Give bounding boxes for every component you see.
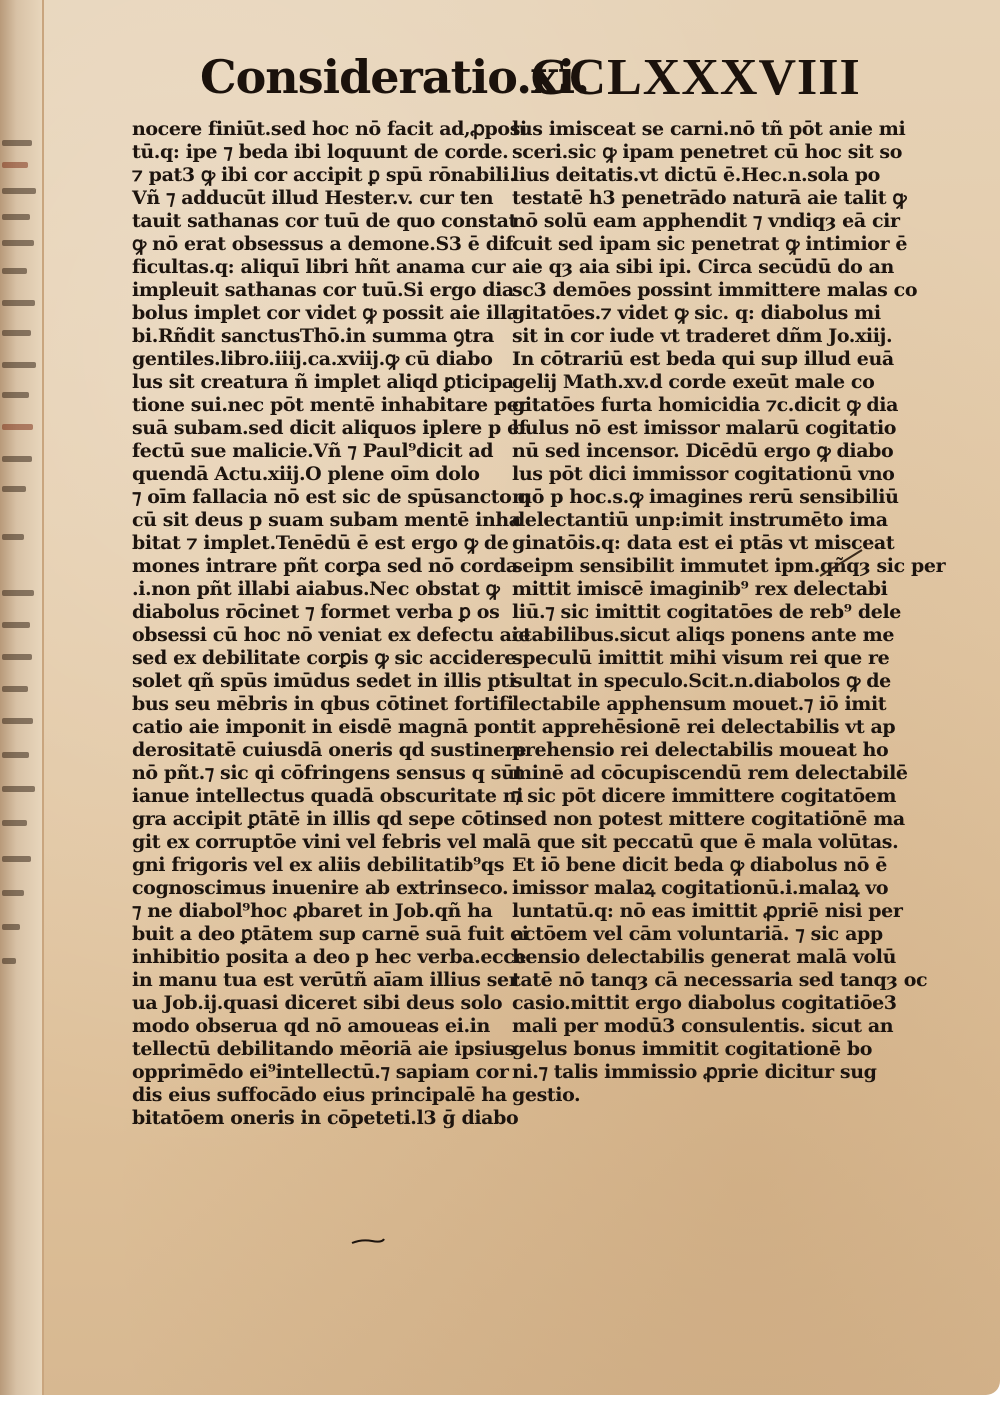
text-line: gestio. [512,1084,581,1106]
text-line: nocere finiūt.sed hoc nō facit ad,ꝓposi [132,118,527,140]
text-line: luntatū.q: nō eas imittit ꝓpriē nisi per [512,900,903,922]
text-line: mō p hoc.s.ꝙ imagines rerū sensibiliū [512,486,899,508]
text-line: .i.non pñt illabi aiabus.Nec obstat ꝙ [132,578,500,600]
text-line: lius deitatis.vt dictū ē.Hec.n.sola po [512,164,880,186]
text-line: gelus bonus immitit cogitationē bo [512,1038,873,1060]
folio-number: CCLXXXVIII [530,49,861,106]
text-line: nū sed incensor. Dicēdū ergo ꝙ diabo [512,440,894,462]
text-line: fectū sue malicie.Vñ ⁊ Paul⁹dicit ad [132,440,494,462]
text-line: gra accipit ꝑtātē in illis qd sepe cōtin [132,808,514,830]
text-line: ni.⁊ talis immissio ꝓprie dicitur sug [512,1061,877,1083]
ink-bleed [2,654,32,660]
text-line: bi.Rñdit sanctusThō.in summa ꝯtra [132,325,494,347]
text-line: cognoscimus inuenire ab extrinseco. [132,877,509,899]
text-line: lus pōt dici immissor cogitationū vno [512,463,895,485]
text-line: bulus nō est imissor malarū cogitatio [512,417,897,439]
text-line: nō pñt.⁊ sic qi cōfringens sensus q sūt [132,762,523,784]
ink-bleed [2,752,29,758]
catchword-mark [352,1238,384,1244]
text-line: lā que sit peccatū que ē mala volūtas. [512,831,899,853]
text-line: derositatē cuiusdā oneris qd sustinere [132,739,527,761]
text-column-right [512,118,946,1107]
ink-bleed [2,268,27,274]
text-line: tellectū debilitando mēoriā aie ipsius [132,1038,515,1060]
text-line: tauit sathanas cor tuū de quo constat [132,210,517,232]
ink-bleed [2,856,31,862]
text-line: casio.mittit ergo diabolus cogitatiōe3 [512,992,897,1014]
ink-bleed [2,330,31,336]
ink-bleed [2,590,34,596]
text-line: Vñ ⁊ adducūt illud Hester.v. cur ten [132,187,494,209]
text-line: ginatōis.q: data est ei ptās vt misceat [512,532,895,554]
text-line: ⁊ oīm fallacia nō est sic de spūsancto q [132,486,531,508]
text-line: ⁊ sic pōt dicere immittere cogitatōem [512,785,897,807]
text-line: sed non potest mittere cogitatiōnē ma [512,808,905,830]
text-line: dis eius suffocādo eius principalē ha [132,1084,507,1106]
text-line: buit a deo ꝑtātem sup carnē suā fuit ei [132,923,529,945]
marginal-mark [818,548,864,578]
text-line: sed ex debilitate corꝑis ꝙ sic accidere [132,647,516,669]
text-line: In cōtrariū est beda qui sup illud euā [512,348,894,370]
ink-bleed [2,890,24,896]
ink-bleed [2,820,27,826]
text-line: inhibitio posita a deo p hec verba.ecce [132,946,527,968]
ink-bleed [2,718,33,724]
text-column-left [132,118,531,1130]
ink-bleed [2,534,24,540]
ink-bleed [2,240,34,246]
text-line: Et iō bene dicit beda ꝙ diabolus nō ē [512,854,887,876]
ink-bleed [2,362,36,368]
ink-bleed [2,924,20,930]
ink-bleed [2,162,28,168]
text-line: tit apprehēsionē rei delectabilis vt ap [512,716,896,738]
text-line: ficultas.q: aliquī libri hñt anama cur [132,256,506,278]
text-line: mali per modū3 consulentis. sicut an [512,1015,894,1037]
text-line: nō solū eam apphendit ⁊ vndiqȝ eā cir [512,210,900,232]
text-line: suā subam.sed dicit aliquos iplere p ef [132,417,527,439]
text-line: minē ad cōcupiscendū rem delectabilē [512,762,908,784]
text-line: solet qñ spūs imūdus sedet in illis pti [132,670,516,692]
ink-bleed [2,214,30,220]
text-line: diabolus rōcinet ⁊ formet verba ꝑ os [132,601,500,623]
text-line: sit in cor iude vt traderet dñm Jo.xiij. [512,325,893,347]
ink-bleed [2,958,16,964]
text-line: aie qȝ aia sibi ipi. Circa secūdū do an [512,256,894,278]
text-line: lus sit creatura ñ implet aliqd ꝑticipa [132,371,514,393]
text-line: sc3 demōes possint immittere malas co [512,279,918,301]
text-line: mones intrare pñt corꝑa sed nō corda [132,555,518,577]
text-line: quendā Actu.xiij.O plene oīm dolo [132,463,480,485]
ink-bleed [2,392,29,398]
text-line: catio aie imponit in eisdē magnā pon [132,716,513,738]
text-line: prehensio rei delectabilis moueat ho [512,739,889,761]
running-title: Consideratio.xi. [200,50,590,104]
text-line: delectantiū unp:imit instrumēto ima [512,509,888,531]
text-line: seipm sensibilit immutet ipm.qñqȝ sic per [512,555,946,577]
text-line: gentiles.libro.iiij.ca.xviij.ꝙ cū diabo [132,348,493,370]
text-line: ctabilibus.sicut aliqs ponens ante me [512,624,895,646]
text-line: impleuit sathanas cor tuū.Si ergo dia [132,279,514,301]
text-line: imissor malaꝝ cogitationū.i.malaꝝ vo [512,877,889,899]
text-line: bolus implet cor videt ꝙ possit aie illa [132,302,519,324]
ink-bleed [2,686,28,692]
text-line: opprimēdo ei⁹intellectū.⁊ sapiam cor [132,1061,509,1083]
text-line: ua Job.ij.quasi diceret sibi deus solo [132,992,503,1014]
text-line: sceri.sic ꝙ ipam penetret cū hoc sit so [512,141,902,163]
ink-bleed [2,188,36,194]
ink-bleed [2,486,26,492]
text-line: ⁊ ne diabol⁹hoc ꝓbaret in Job.qñ ha [132,900,493,922]
text-line: gitatōes.⁊ videt ꝙ sic. q: diabolus mi [512,302,881,324]
text-line: git ex corruptōe vini vel febris vel ma [132,831,515,853]
text-line: ⁊ pat3 ꝙ ibi cor accipit ꝑ spū rōnabili. [132,164,516,186]
text-line: tū.q: ipe ⁊ beda ibi loquunt de corde. [132,141,509,163]
text-line: hensio delectabilis generat malā volū [512,946,896,968]
ink-bleed [2,424,33,430]
text-line: speculū imittit mihi visum rei que re [512,647,890,669]
text-line: ꝙ nō erat obsessus a demone.S3 ē dif [132,233,514,255]
text-line: lectabile apphensum mouet.⁊ iō imit [512,693,887,715]
text-line: bus seu mēbris in qbus cōtinet fortifi [132,693,514,715]
text-line: testatē h3 penetrādo naturā aie talit ꝙ [512,187,907,209]
ink-bleed [2,622,30,628]
text-line: cū sit deus p suam subam mentē inha [132,509,521,531]
ink-bleed [2,786,35,792]
text-line: tione sui.nec pōt mentē inhabitare per [132,394,529,416]
text-line: bitat ⁊ implet.Tenēdū ē est ergo ꝙ de [132,532,509,554]
text-line: obsessi cū hoc nō veniat ex defectu aie [132,624,531,646]
text-line: mittit imiscē imaginib⁹ rex delectabi [512,578,888,600]
text-line: sultat in speculo.Scit.n.diabolos ꝙ de [512,670,891,692]
ink-bleed [2,140,32,146]
adjacent-page-edge [0,0,44,1395]
ink-bleed [2,300,35,306]
text-line: gitatōes furta homicidia ⁊c.dicit ꝙ dia [512,394,898,416]
text-line: gni frigoris vel ex aliis debilitatib⁹qs [132,854,505,876]
text-line: gelij Math.xv.d corde exeūt male co [512,371,875,393]
text-line: cuit sed ipam sic penetrat ꝙ intimior ē [512,233,908,255]
text-line: bitatōem oneris in cōpeteti.l3 ḡ diabo [132,1107,519,1129]
text-line: tatē nō tanqȝ cā necessaria sed tanqȝ oc [512,969,928,991]
text-line: lus imisceat se carni.nō tñ pōt anie mi [512,118,906,140]
text-line: liū.⁊ sic imittit cogitatōes de reb⁹ dele [512,601,901,623]
text-line: actōem vel cām voluntariā. ⁊ sic app [512,923,883,945]
text-line: modo obserua qd nō amoueas ei.in [132,1015,490,1037]
text-line: in manu tua est verūtñ aīam illius ser [132,969,519,991]
text-line: ianue intellectus quadā obscuritate ni [132,785,524,807]
ink-bleed [2,456,32,462]
